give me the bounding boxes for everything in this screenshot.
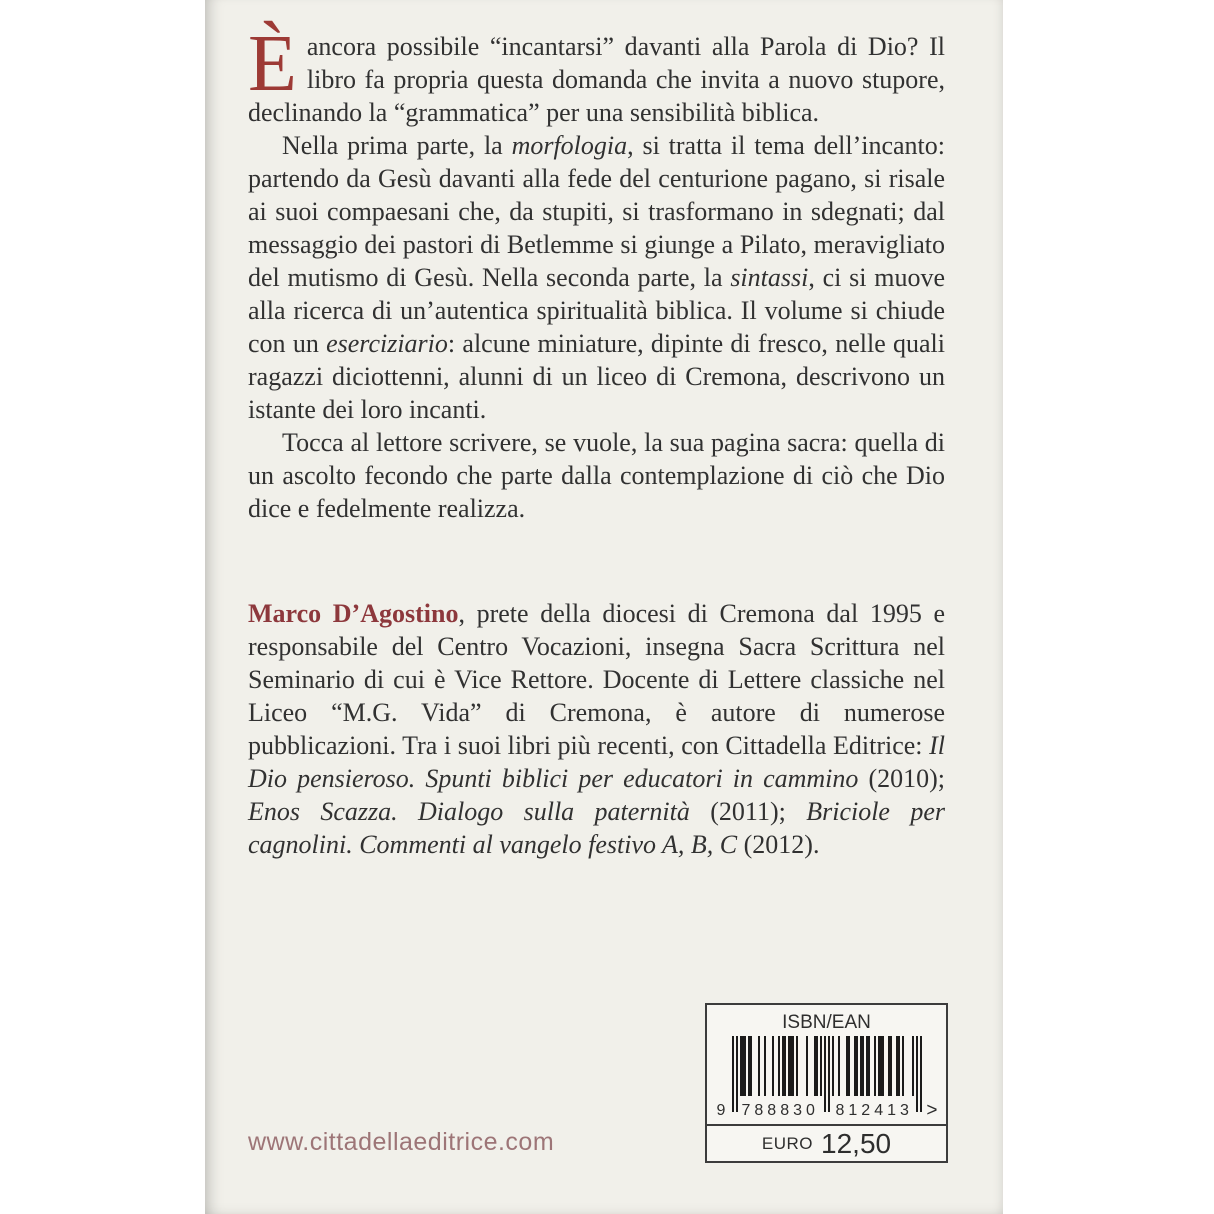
- blurb-section: [248, 20, 946, 525]
- author-bio-section: [248, 597, 945, 861]
- barcode-digit-first: 9: [716, 1102, 726, 1119]
- barcode-quiet-zone-arrow: >: [926, 1100, 938, 1121]
- price-panel: [707, 1126, 946, 1161]
- text-segment-italic: eserciziario: [326, 329, 448, 358]
- text-segment-normal: (2012).: [737, 830, 820, 859]
- isbn-barcode-box: [705, 1003, 948, 1163]
- text-segment-normal: Tocca al lettore scrivere, se vuole, la sua pagina sacra: quella di un ascolto fecondo che parte dalla contemplazione di ciò che Dio dice e fedelmente realizza.: [248, 428, 945, 523]
- barcode-bar: [920, 1036, 922, 1112]
- barcode-digits-right: 812413: [835, 1102, 913, 1119]
- blurb-paragraph: [248, 20, 945, 129]
- barcode-upper-panel: [707, 1005, 946, 1126]
- text-segment-normal: (2010);: [858, 764, 945, 793]
- price-value: 12,50: [821, 1127, 892, 1159]
- ean-barcode: [716, 1036, 938, 1122]
- text-segment-italic: Briciole per cagnolini. Commenti al vangelo festivo A, B, C: [248, 797, 945, 859]
- book-back-cover: [205, 0, 1003, 1214]
- author-bio-paragraph: [248, 597, 945, 861]
- text-segment-normal: : alcune miniature, dipinte di fresco, nelle quali ragazzi diciottenni, alunni di un liceo di Cremona, descrivono un istante dei loro incanti.: [248, 329, 945, 424]
- text-segment-italic: Il Dio pensieroso. Spunti biblici per educatori in cammino: [248, 731, 945, 793]
- text-segment-normal: (2011);: [689, 797, 807, 826]
- price-currency-label: EURO: [761, 1133, 814, 1153]
- text-segment-author-name: Marco D’Agostino: [248, 599, 459, 628]
- barcode-digits-left: 788830: [741, 1102, 819, 1119]
- cover-text-content: [248, 20, 946, 861]
- text-segment-italic: sintassi: [730, 263, 809, 292]
- text-segment-italic: morfologia: [511, 131, 628, 160]
- text-segment-normal: , ci si muove alla ricerca di un’autentica spiritualità biblica. Il volume si chiude con un: [248, 263, 946, 358]
- text-segment-italic: Enos Scazza. Dialogo sulla paternità: [248, 797, 690, 826]
- text-segment-normal: , prete della diocesi di Cremona dal 1995 e responsabile del Centro Vocazioni, insegna Sacra Scrittura nel Seminario di cui è Vice Rettore. Docente di Lettere classiche nel Liceo “M.G. Vida” di Cremona, è autore di numerose pubblicazioni. Tra i suoi libri più recenti, con Cittadella Editrice:: [248, 599, 946, 760]
- isbn-ean-label: ISBN/EAN: [782, 1012, 871, 1033]
- drop-cap-letter: È: [248, 20, 297, 108]
- barcode-bars: [732, 1036, 922, 1112]
- text-segment-normal: , si tratta il tema dell’incanto: partendo da Gesù davanti alla fede del centurione pagano, si risale ai suoi compaesani che, da stupiti, si trasformano in sdegnati; dal messaggio dei pastori di Betlemme si giunge a Pilato, meravigliato del mutismo di Gesù. Nella seconda parte, la: [248, 131, 945, 292]
- publisher-website-url: www.cittadellaeditrice.com: [248, 1128, 555, 1156]
- text-segment-normal: Nella prima parte, la: [282, 131, 512, 160]
- text-segment-normal: ancora possibile “incantarsi” davanti alla Parola di Dio? Il libro fa propria questa domanda che invita a nuovo stupore, declinando la “grammatica” per una sensibilità biblica.: [248, 32, 945, 127]
- blurb-paragraph: [248, 426, 945, 525]
- blurb-paragraph: [248, 129, 945, 426]
